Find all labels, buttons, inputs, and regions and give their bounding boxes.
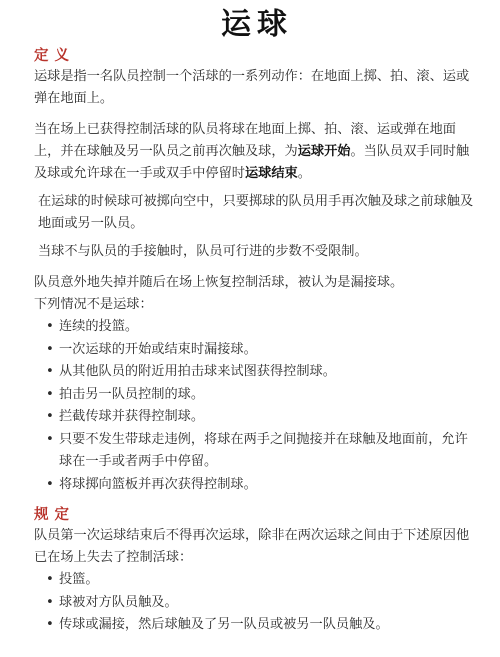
text-run: 。当队员双手同时触及球或允许球在一手或双手中停留时 xyxy=(34,144,470,181)
list-item: • 投篮。 xyxy=(46,569,480,592)
bullet-dot: • xyxy=(46,594,54,610)
text-run: 。 xyxy=(297,166,311,181)
section-heading-definition: 定义 xyxy=(34,48,75,64)
list-item: • 将球掷向篮板并再次获得控制球。 xyxy=(46,474,480,497)
definition-paragraph-1: 运球是指一名队员控制一个活球的一系列动作：在地面上掷、拍、滚、运或弹在地面上。 xyxy=(34,69,470,106)
section-heading-rule: 规定 xyxy=(34,507,75,523)
list-item: • 连续的投篮。 xyxy=(46,316,480,339)
definition-paragraph-3: 在运球的时候球可被掷向空中，只要掷球的队员用手再次触及球之前球触及地面或另一队员。 xyxy=(38,194,474,231)
list-item: • 一次运球的开始或结束时漏接球。 xyxy=(46,339,480,362)
rule-paragraph-1: 队员第一次运球结束后不得再次运球，除非在两次运球之间由于下述原因他已在场上失去了控制活球： xyxy=(34,528,470,565)
emphasis-dribble-end: 运球结束 xyxy=(245,166,298,181)
list-item: • 传球或漏接，然后球触及了另一队员或被另一队员触及。 xyxy=(46,614,480,637)
bullet-dot: • xyxy=(46,572,54,587)
text-run: 当在场上已获得控制活球的队员将球在地面上掷、拍、滚、运或弹在地面上，并在球触及另一队员之前再次触及球，为 xyxy=(34,122,456,159)
bullet-dot: • xyxy=(46,319,54,334)
list-item: • 从其他队员的附近用拍击球来试图获得控制球。 xyxy=(46,361,480,384)
bullet-dot: • xyxy=(46,617,54,632)
rule-exception-list xyxy=(34,569,480,637)
not-dribble-list xyxy=(34,316,480,496)
bullet-dot: • xyxy=(46,364,54,379)
list-item: • 拍击另一队员控制的球。 xyxy=(46,384,480,407)
emphasis-dribble-start: 运球开始 xyxy=(297,144,351,159)
definition-paragraph-5: 队员意外地失掉并随后在场上恢复控制活球，被认为是漏接球。 xyxy=(34,275,404,290)
bullet-dot: • xyxy=(46,476,54,492)
definition-list-intro: 下列情况不是运球： xyxy=(34,297,153,312)
list-item: • 球被对方队员触及。 xyxy=(46,592,480,615)
list-item: • 只要不发生带球走违例，将球在两手之间抛接并在球触及地面前，允许球在一手或者两手中停留。 xyxy=(46,429,480,474)
definition-paragraph-4: 当球不与队员的手接触时，队员可行进的步数不受限制。 xyxy=(38,244,368,259)
bullet-dot: • xyxy=(46,386,54,402)
bullet-dot: • xyxy=(46,341,54,357)
page-title: 运球 xyxy=(221,7,293,42)
definition-paragraph-2 xyxy=(34,119,480,185)
bullet-dot: • xyxy=(46,409,54,424)
bullet-dot: • xyxy=(46,431,54,447)
list-item: • 拦截传球并获得控制球。 xyxy=(46,406,480,429)
